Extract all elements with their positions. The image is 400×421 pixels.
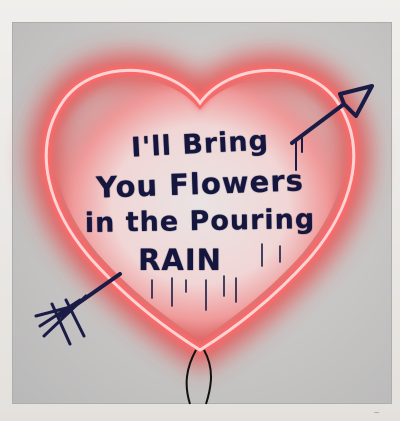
lyric-line-2: You Flowers <box>95 163 305 205</box>
lyric-line-3: in the Pouring <box>84 203 316 240</box>
lyric-line-1: I'll Bring <box>130 125 270 164</box>
artist-signature: ~ <box>373 408 380 417</box>
lyric-line-4: RAIN <box>138 243 222 277</box>
